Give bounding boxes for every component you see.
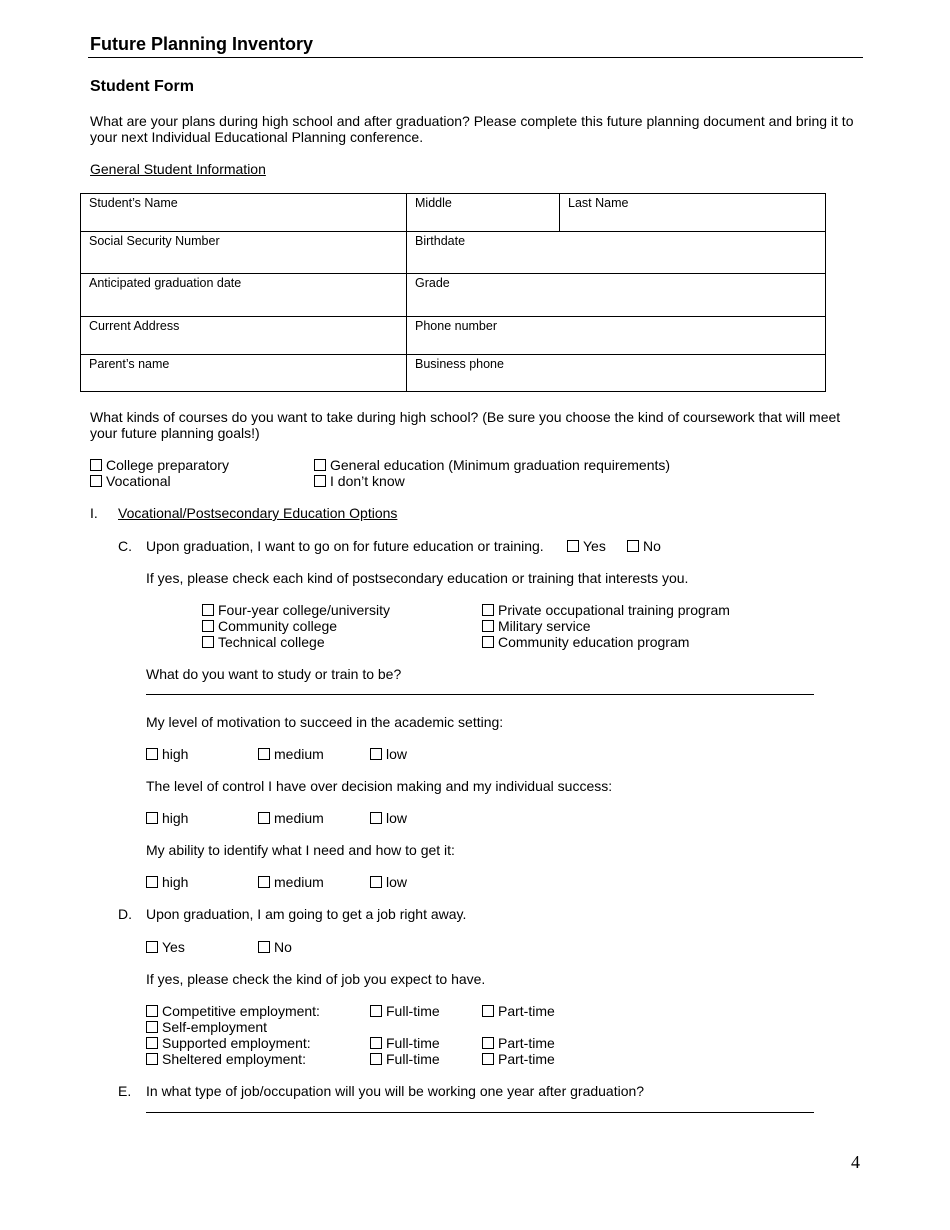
item-d-letter: D.: [118, 906, 132, 922]
birthdate-field[interactable]: [407, 232, 826, 274]
grad-date-field[interactable]: [81, 274, 407, 317]
checkbox[interactable]: [202, 636, 214, 648]
no-label: No: [643, 538, 661, 554]
self-employment-label: Self-employment: [162, 1019, 268, 1035]
document-title: Future Planning Inventory: [90, 34, 314, 54]
students-name-field[interactable]: [81, 194, 407, 232]
ssn-field[interactable]: [81, 232, 407, 274]
checkbox[interactable]: [146, 748, 158, 760]
ability-question: My ability to identify what I need and how to get it:: [146, 842, 455, 858]
study-question: What do you want to study or train to be?: [146, 666, 402, 682]
community-college-label: Community college: [218, 618, 338, 634]
high-label: high: [162, 810, 189, 826]
low-label: low: [386, 746, 408, 762]
last-name-field[interactable]: [560, 194, 826, 232]
competitive-label: Competitive employment:: [162, 1003, 320, 1019]
checkbox[interactable]: [146, 1053, 158, 1065]
competitive-full-time[interactable]: [370, 1003, 440, 1019]
dont-know-label: I don’t know: [330, 473, 405, 489]
four-year-label: Four-year college/university: [218, 602, 390, 618]
middle-label: Middle: [415, 196, 452, 210]
birthdate-label: Birthdate: [415, 234, 466, 248]
control-low[interactable]: [370, 810, 407, 826]
option-general-ed[interactable]: [314, 457, 670, 473]
parent-name-field[interactable]: [81, 355, 407, 392]
middle-name-field[interactable]: [407, 194, 560, 232]
general-ed-label: General education (Minimum graduation requirements): [330, 457, 671, 473]
item-d-yes-option[interactable]: [146, 939, 185, 955]
option-community-college[interactable]: [202, 618, 337, 634]
full-time-label: Full-time: [386, 1051, 440, 1067]
checkbox[interactable]: [258, 876, 270, 888]
checkbox[interactable]: [482, 1037, 494, 1049]
last-name-label: Last Name: [568, 196, 629, 210]
students-name-label: Student’s Name: [89, 196, 178, 210]
item-d-question: Upon graduation, I am going to get a job right away.: [146, 906, 467, 922]
form-title: Student Form: [90, 78, 194, 95]
courses-question-line-1: What kinds of courses do you want to take during high school? (Be sure you choose the kind of coursework that will meet: [90, 409, 841, 425]
checkbox[interactable]: [627, 540, 639, 552]
checkbox[interactable]: [370, 1037, 382, 1049]
page-number: 4: [851, 1152, 860, 1172]
ability-medium[interactable]: [258, 874, 324, 890]
control-question: The level of control I have over decision making and my individual success:: [146, 778, 613, 794]
control-medium[interactable]: [258, 810, 324, 826]
checkbox[interactable]: [90, 475, 102, 487]
checkbox[interactable]: [370, 1053, 382, 1065]
checkbox[interactable]: [482, 620, 494, 632]
section-title: Vocational/Postsecondary Education Options: [118, 505, 398, 521]
checkbox[interactable]: [258, 941, 270, 953]
business-phone-field[interactable]: [407, 355, 826, 392]
low-label: low: [386, 874, 408, 890]
item-d-no-option[interactable]: [258, 939, 292, 955]
sheltered-full-time[interactable]: [370, 1051, 440, 1067]
checkbox[interactable]: [370, 748, 382, 760]
checkbox[interactable]: [146, 876, 158, 888]
checkbox[interactable]: [258, 748, 270, 760]
ssn-label: Social Security Number: [89, 234, 220, 248]
checkbox[interactable]: [314, 475, 326, 487]
intro-line-1: What are your plans during high school and after graduation? Please complete this future planning document and bring it to: [90, 113, 854, 129]
option-military[interactable]: [482, 618, 591, 634]
intro-line-2: your next Individual Educational Planning conference.: [90, 129, 424, 145]
checkbox[interactable]: [370, 876, 382, 888]
no-label: No: [274, 939, 292, 955]
private-occupational-label: Private occupational training program: [498, 602, 730, 618]
item-c-followup: If yes, please check each kind of postsecondary education or training that interests you.: [146, 570, 689, 586]
vocational-label: Vocational: [106, 473, 171, 489]
checkbox[interactable]: [202, 604, 214, 616]
part-time-label: Part-time: [498, 1035, 555, 1051]
motivation-high[interactable]: [146, 746, 188, 762]
sheltered-label: Sheltered employment:: [162, 1051, 306, 1067]
supported-part-time[interactable]: [482, 1035, 555, 1051]
checkbox[interactable]: [482, 604, 494, 616]
supported-label: Supported employment:: [162, 1035, 311, 1051]
item-c-letter: C.: [118, 538, 132, 554]
competitive-part-time[interactable]: [482, 1003, 555, 1019]
item-d-followup: If yes, please check the kind of job you expect to have.: [146, 971, 486, 987]
checkbox[interactable]: [482, 1005, 494, 1017]
checkbox[interactable]: [482, 636, 494, 648]
phone-field[interactable]: [407, 317, 826, 355]
military-label: Military service: [498, 618, 591, 634]
grad-date-label: Anticipated graduation date: [89, 276, 242, 290]
ability-low[interactable]: [370, 874, 407, 890]
medium-label: medium: [274, 810, 324, 826]
study-answer-line[interactable]: [146, 694, 814, 695]
checkbox[interactable]: [146, 812, 158, 824]
item-c-question: Upon graduation, I want to go on for future education or training.: [146, 538, 544, 554]
student-info-table: [80, 193, 826, 392]
address-label: Current Address: [89, 319, 180, 333]
checkbox[interactable]: [90, 459, 102, 471]
checkbox[interactable]: [314, 459, 326, 471]
medium-label: medium: [274, 746, 324, 762]
motivation-low[interactable]: [370, 746, 407, 762]
option-supported[interactable]: [146, 1035, 311, 1051]
yes-label: Yes: [583, 538, 606, 554]
technical-college-label: Technical college: [218, 634, 325, 650]
option-dont-know[interactable]: [314, 473, 405, 489]
part-time-label: Part-time: [498, 1051, 555, 1067]
checkbox[interactable]: [146, 1005, 158, 1017]
control-high[interactable]: [146, 810, 188, 826]
section-numeral: I.: [90, 505, 98, 521]
medium-label: medium: [274, 874, 324, 890]
title-rule: [88, 57, 863, 58]
courses-question-line-2: your future planning goals!): [90, 425, 260, 441]
grade-field[interactable]: [407, 274, 826, 317]
sheltered-part-time[interactable]: [482, 1051, 555, 1067]
item-c-yes-option[interactable]: [567, 538, 606, 554]
community-ed-label: Community education program: [498, 634, 690, 650]
checkbox[interactable]: [258, 812, 270, 824]
checkbox[interactable]: [567, 540, 579, 552]
ability-high[interactable]: [146, 874, 188, 890]
business-phone-label: Business phone: [415, 357, 504, 371]
part-time-label: Part-time: [498, 1003, 555, 1019]
full-time-label: Full-time: [386, 1003, 440, 1019]
option-technical-college[interactable]: [202, 634, 325, 650]
motivation-question: My level of motivation to succeed in the academic setting:: [146, 714, 504, 730]
checkbox[interactable]: [146, 941, 158, 953]
checkbox[interactable]: [146, 1021, 158, 1033]
address-field[interactable]: [81, 317, 407, 355]
checkbox[interactable]: [370, 1005, 382, 1017]
general-info-heading: General Student Information: [90, 161, 266, 177]
parent-name-label: Parent’s name: [89, 357, 170, 371]
supported-full-time[interactable]: [370, 1035, 440, 1051]
grade-label: Grade: [415, 276, 450, 290]
item-c-no-option[interactable]: [627, 538, 661, 554]
option-vocational[interactable]: [90, 473, 171, 489]
item-e-question: In what type of job/occupation will you will be working one year after graduation?: [146, 1083, 645, 1099]
option-college-prep[interactable]: [90, 457, 229, 473]
checkbox[interactable]: [202, 620, 214, 632]
motivation-medium[interactable]: [258, 746, 324, 762]
checkbox[interactable]: [482, 1053, 494, 1065]
option-self-employment[interactable]: [146, 1019, 267, 1035]
option-four-year[interactable]: [202, 602, 390, 618]
phone-label: Phone number: [415, 319, 498, 333]
low-label: low: [386, 810, 408, 826]
college-prep-label: College preparatory: [106, 457, 229, 473]
item-e-letter: E.: [118, 1083, 132, 1099]
option-sheltered[interactable]: [146, 1051, 306, 1067]
checkbox[interactable]: [370, 812, 382, 824]
option-community-ed[interactable]: [482, 634, 689, 650]
item-e-answer-line[interactable]: [146, 1112, 814, 1113]
high-label: high: [162, 746, 189, 762]
high-label: high: [162, 874, 189, 890]
yes-label: Yes: [162, 939, 185, 955]
checkbox[interactable]: [146, 1037, 158, 1049]
option-competitive[interactable]: [146, 1003, 320, 1019]
full-time-label: Full-time: [386, 1035, 440, 1051]
option-private-occupational[interactable]: [482, 602, 730, 618]
